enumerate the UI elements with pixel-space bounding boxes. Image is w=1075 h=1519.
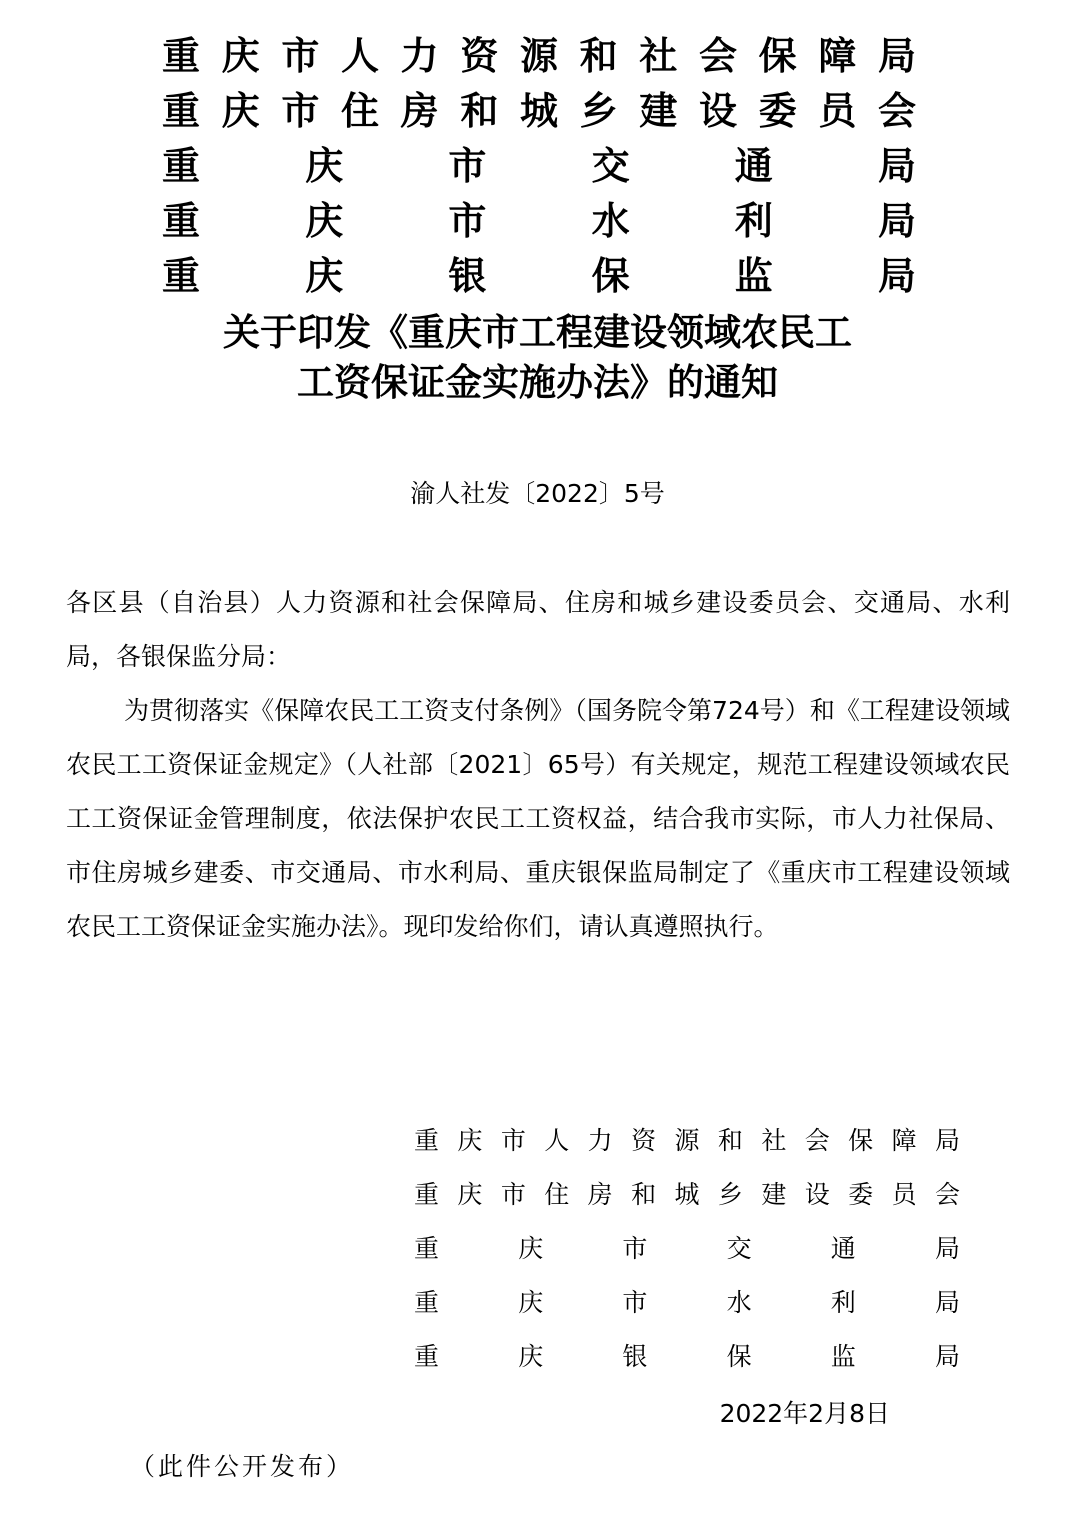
issuing-agencies bbox=[162, 32, 916, 307]
issuer-water: 重 庆 市 水 利 局 bbox=[162, 198, 916, 243]
issuer-housing: 重庆市住房和城乡建设委员会 bbox=[162, 88, 916, 133]
signer-water: 重 庆 市 水 利 局 bbox=[414, 1288, 960, 1317]
issuer-cbirc: 重 庆 银 保 监 局 bbox=[162, 253, 916, 298]
notice-title-line-2: 工资保证金实施办法》的通知 bbox=[297, 360, 778, 404]
signer-cbirc: 重 庆 银 保 监 局 bbox=[414, 1342, 960, 1371]
issuer-hrss: 重庆市人力资源和社会保障局 bbox=[162, 33, 916, 78]
issue-date: 2022年2月8日 bbox=[719, 1399, 890, 1428]
document-number: 渝人社发〔2022〕5号 bbox=[410, 479, 665, 508]
signer-hrss: 重庆市人力资源和社会保障局 bbox=[414, 1126, 960, 1155]
signer-housing: 重庆市住房和城乡建设委员会 bbox=[414, 1180, 960, 1209]
notice-title-line-1: 关于印发《重庆市工程建设领域农民工 bbox=[223, 310, 852, 354]
body-paragraph: 为贯彻落实《保障农民工工资支付条例》（国务院令第724号）和《工程建设领域农民工工资保证金规定》（人社部〔2021〕65号）有关规定，规范工程建设领域农民工工资保证金管理制度，依法保护农民工工资权益，结合我市实际，市人力社保局、市住房城乡建委、市交通局、市水利局、重庆银保监局制定了《重庆市工程建设领域农民工工资保证金实施办法》。现印发给你们，请认真遵照执行。 bbox=[66, 696, 1010, 941]
addressee: 各区县（自治县）人力资源和社会保障局、住房和城乡建设委员会、交通局、水利局，各银保监分局： bbox=[66, 588, 1010, 671]
public-release-note: （此件公开发布） bbox=[130, 1452, 355, 1481]
issuer-transport: 重 庆 市 交 通 局 bbox=[162, 143, 916, 188]
signer-transport: 重 庆 市 交 通 局 bbox=[414, 1234, 960, 1263]
signing-agencies bbox=[414, 1114, 960, 1384]
